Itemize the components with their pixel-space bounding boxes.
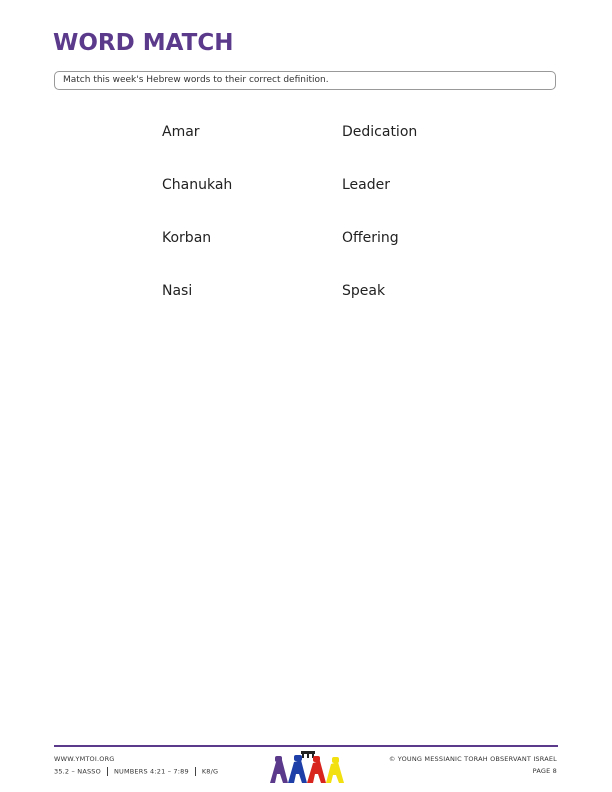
logo-menorah — [301, 751, 315, 758]
footer-copyright: © YOUNG MESSIANIC TORAH OBSERVANT ISRAEL — [388, 755, 557, 763]
ymtoi-logo — [268, 750, 348, 784]
page-title: WORD MATCH — [53, 30, 234, 56]
footer-page-number: PAGE 8 — [532, 767, 557, 775]
right-word: Dedication — [342, 124, 418, 140]
instructions-box — [54, 71, 556, 90]
footer-issue: 35.2 – NASSO — [54, 767, 101, 776]
footer-scripture: NUMBERS 4:21 – 7:89 — [113, 767, 189, 776]
logo-figure-red — [307, 756, 326, 783]
footer-divider — [54, 745, 558, 747]
logo-figure-purple — [270, 756, 288, 783]
logo-figure-blue — [288, 755, 307, 783]
instructions-text: Match this week's Hebrew words to their correct definition. — [63, 75, 329, 85]
footer-separator — [195, 767, 196, 776]
left-word: Chanukah — [162, 177, 233, 193]
left-word: Amar — [162, 124, 200, 140]
left-word: Korban — [162, 230, 212, 246]
footer-separator — [107, 767, 108, 776]
right-word: Leader — [342, 177, 391, 193]
footer-issue-info — [54, 767, 218, 776]
footer-website: WWW.YMTOI.ORG — [54, 755, 115, 763]
logo-figure-yellow — [326, 757, 344, 783]
left-word: Nasi — [162, 283, 193, 299]
right-word: Speak — [342, 283, 386, 299]
footer-age: K8/G — [201, 767, 219, 776]
right-word: Offering — [342, 230, 399, 246]
